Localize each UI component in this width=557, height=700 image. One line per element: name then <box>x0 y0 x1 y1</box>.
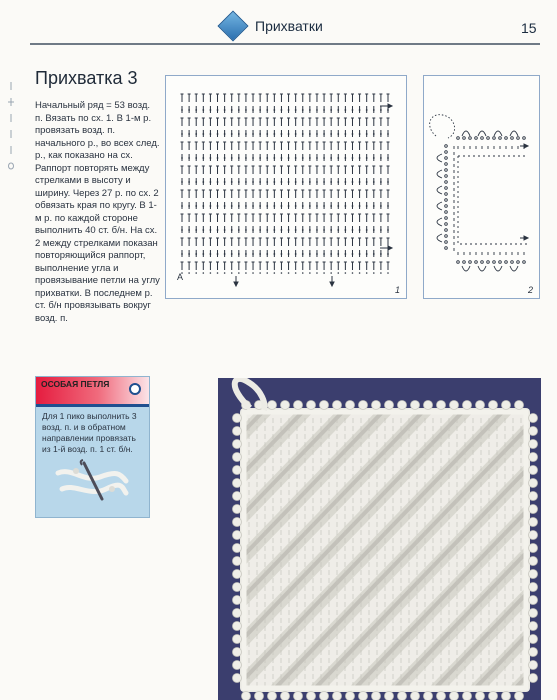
crochet-hook-icon <box>54 459 129 509</box>
article-title: Прихватка 3 <box>35 68 138 88</box>
edging-chart <box>424 76 539 298</box>
instructions-text: Начальный ряд = 53 возд. п. Вязать по сх. 1. В 1-м р. провязать возд. п. начального р., во всех след. р., как показано на сх. Раппорт повторять между стрелками в высоту и ширину. Через 27 р. по сх. 2 обвязать края по кругу. В 1-м р. по каждой стороне выполнить 40 ст. б/н. На сх. 2 между стрелками показан повторяющийся раппорт, выполнение угла и провязывание петли на углу прихватки. В последнем р. ст. б/н провязывать вокруг возд. п. <box>35 100 160 324</box>
crochet-chart-1 <box>165 75 407 299</box>
header-rule <box>30 43 540 45</box>
crochet-chart-2 <box>423 75 540 299</box>
potholder-photo <box>218 378 541 700</box>
chart-number-2: 2 <box>527 285 533 295</box>
tip-circle-icon <box>129 383 141 395</box>
stitch-grid-chart <box>166 76 406 298</box>
margin-stitch-marks-icon <box>5 80 17 175</box>
chart-number-1: 1 <box>394 285 400 295</box>
tip-title: ОСОБАЯ ПЕТЛЯ <box>41 379 110 389</box>
page-number: 15 <box>521 20 537 36</box>
section-title: Прихватки <box>255 18 323 34</box>
tip-text: Для 1 пико выполнить 3 возд. п. и в обратном направлении провязать из 1-й возд. п. 1 ст. б/н. <box>42 411 137 454</box>
chart-label-a: A <box>177 272 184 282</box>
tip-header <box>36 377 149 404</box>
section-diamond-icon <box>217 10 248 41</box>
crocheted-potholder-image <box>218 378 541 700</box>
special-stitch-tip <box>35 376 150 518</box>
